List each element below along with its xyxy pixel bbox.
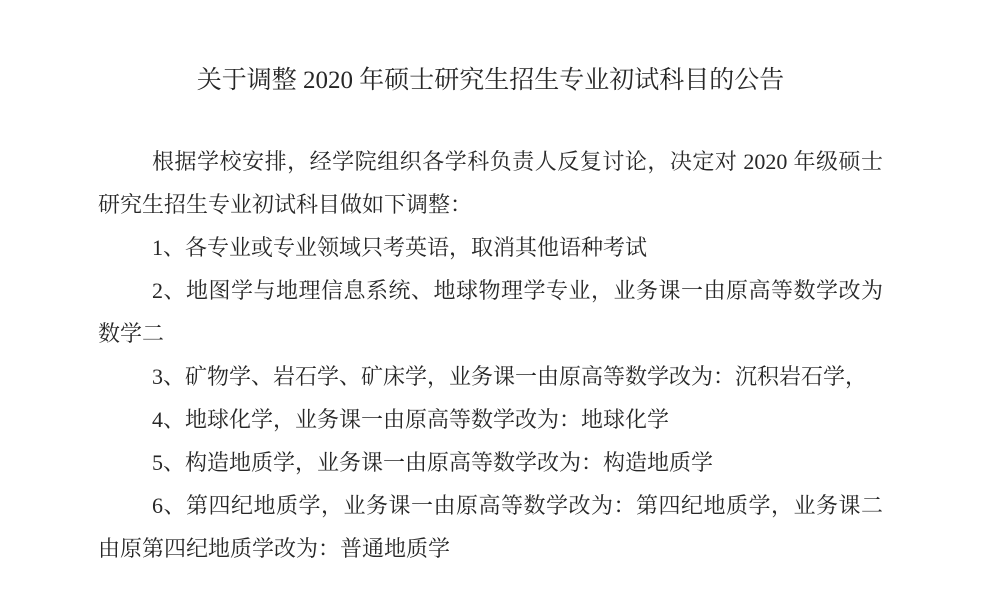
list-item-2: 2、地图学与地理信息系统、地球物理学专业，业务课一由原高等数学改为数学二 <box>98 278 883 346</box>
list-item-5: 5、构造地质学，业务课一由原高等数学改为：构造地质学 <box>152 450 714 475</box>
list-item-3: 3、矿物学、岩石学、矿床学，业务课一由原高等数学改为：沉积岩石学， <box>152 364 868 389</box>
document-title: 关于调整 2020 年硕士研究生招生专业初试科目的公告 <box>196 67 785 94</box>
intro-paragraph: 根据学校安排，经学院组织各学科负责人反复讨论，决定对 2020 年级硕士研究生招生专业初试科目做如下调整： <box>98 149 883 217</box>
list-item-4: 4、地球化学，业务课一由原高等数学改为：地球化学 <box>152 407 670 432</box>
list-item-1: 1、各专业或专业领域只考英语，取消其他语种考试 <box>152 235 648 260</box>
list-item-6: 6、第四纪地质学，业务课一由原高等数学改为：第四纪地质学，业务课二由原第四纪地质学改为：普通地质学 <box>98 493 883 561</box>
